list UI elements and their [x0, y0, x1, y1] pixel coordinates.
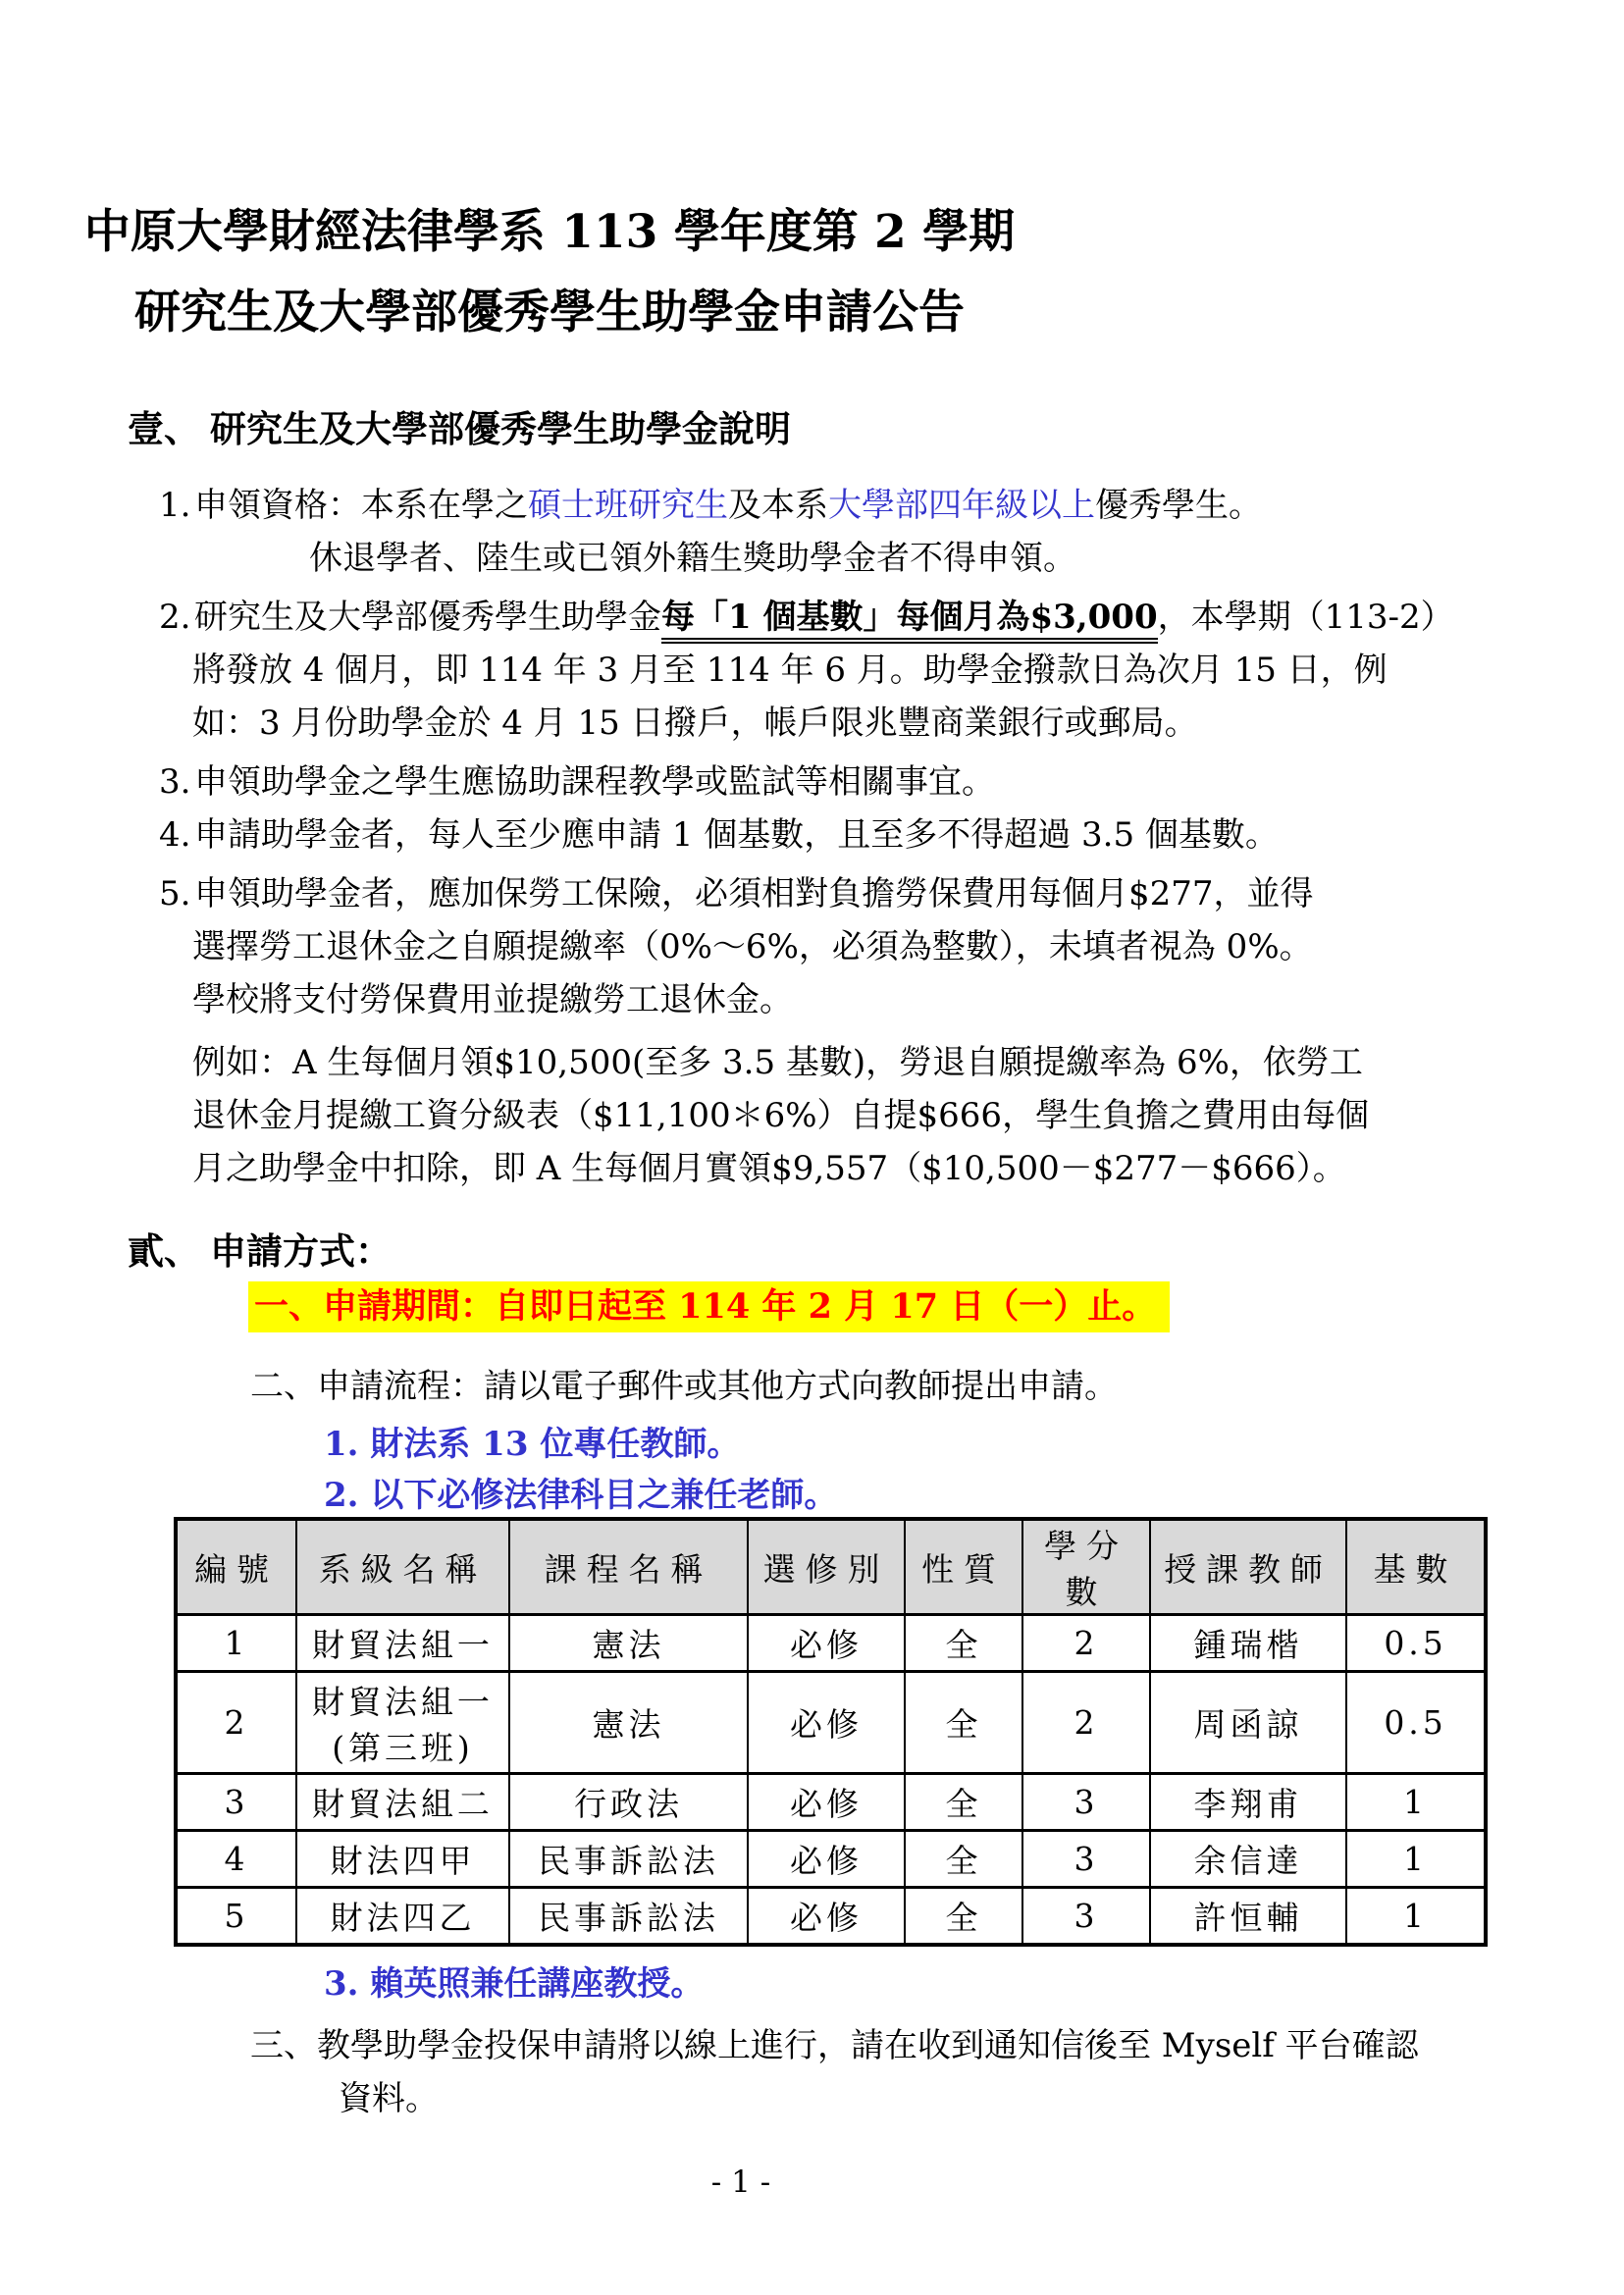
item-2-line-3: 如：3 月份助學金於 4 月 15 日撥戶，帳戶限兆豐商業銀行或郵局。 — [192, 704, 1198, 743]
table-row — [176, 1774, 1486, 1831]
cell-elective: 必修 — [748, 1672, 905, 1774]
cell-elective: 必修 — [748, 1774, 905, 1831]
item-5-line-3: 學校將支付勞保費用並提繳勞工退休金。 — [192, 980, 793, 1019]
section2-marker: 貳、 — [128, 1229, 200, 1273]
item-4-text: 申請助學金者，每人至少應申請 1 個基數，且至多不得超過 3.5 個基數。 — [194, 815, 1279, 855]
online-insurance-line-1: 三、教學助學金投保申請將以線上進行，請在收到通知信後至 Myself 平台確認 — [250, 2025, 1419, 2065]
table-row — [176, 1888, 1486, 1945]
item-5-line-1 — [159, 867, 1624, 920]
cell-credits: 3 — [1022, 1774, 1150, 1831]
example-line-2: 退休金月提繳工資分級表（$11,100＊6%）自提$666，學生負擔之費用由每個 — [192, 1096, 1370, 1135]
section1-marker: 壹、 — [128, 407, 200, 450]
cell-no: 3 — [176, 1774, 296, 1831]
cell-nature: 全 — [905, 1615, 1022, 1672]
teacher-item-1: 1. 財法系 13 位專任教師。 — [324, 1425, 741, 1464]
cell-course: 憲法 — [509, 1672, 748, 1774]
item-1-blue-master: 碩士班研究生 — [528, 486, 728, 525]
cell-base: 1 — [1346, 1774, 1486, 1831]
table-row — [176, 1672, 1486, 1774]
online-insurance-line-2: 資料。 — [339, 2078, 439, 2118]
page-title-line1: 中原大學財經法律學系 113 學年度第 2 學期 — [83, 205, 1016, 259]
item-2-line-1 — [159, 591, 1624, 644]
cell-no: 5 — [176, 1888, 296, 1945]
course-table — [174, 1517, 1488, 1947]
header-elective: 選修別 — [748, 1519, 905, 1615]
item-2-emphasis: 每「1 個基數」每個月為$3,000 — [661, 598, 1158, 644]
item-1-text-a: 申領資格：本系在學之 — [194, 486, 528, 525]
cell-no: 1 — [176, 1615, 296, 1672]
item-2-text-b: ，本學期（113-2） — [1157, 598, 1454, 637]
header-course: 課程名稱 — [509, 1519, 748, 1615]
item-1-line-2: 休退學者、陸生或已領外籍生獎助學金者不得申領。 — [309, 539, 1076, 578]
item-1-line-1 — [159, 479, 1624, 532]
item-5-line-2: 選擇勞工退休金之自願提繳率（0%～6%，必須為整數），未填者視為 0%。 — [192, 927, 1313, 966]
cell-base: 0.5 — [1346, 1615, 1486, 1672]
header-no: 編號 — [176, 1519, 296, 1615]
page-number: - 1 - — [710, 2165, 771, 2200]
page-title — [0, 0, 1099, 353]
cell-dept: 財貿法組二 — [296, 1774, 509, 1831]
cell-credits: 3 — [1022, 1831, 1150, 1888]
table-row — [176, 1615, 1486, 1672]
application-process-line: 二、申請流程：請以電子郵件或其他方式向教師提出申請。 — [250, 1367, 1118, 1406]
cell-course: 憲法 — [509, 1615, 748, 1672]
cell-elective: 必修 — [748, 1831, 905, 1888]
cell-dept: 財法四甲 — [296, 1831, 509, 1888]
example-line-3: 月之助學金中扣除，即 A 生每個月實領$9,557（$10,500－$277－$666）。 — [192, 1149, 1346, 1188]
cell-dept: 財法四乙 — [296, 1888, 509, 1945]
item-1-number: 1. — [159, 486, 191, 525]
item-5-text-1: 申領助學金者，應加保勞工保險，必須相對負擔勞保費用每個月$277，並得 — [194, 874, 1314, 913]
header-credits: 學分數 — [1022, 1519, 1150, 1615]
cell-base: 1 — [1346, 1888, 1486, 1945]
section2-heading — [128, 1228, 1624, 1274]
cell-course: 民事訴訟法 — [509, 1831, 748, 1888]
item-3-line — [159, 756, 1624, 808]
cell-teacher: 周函諒 — [1150, 1672, 1346, 1774]
course-table-header-row — [176, 1519, 1486, 1615]
item-1-blue-undergrad: 大學部四年級以上 — [828, 486, 1095, 525]
cell-nature: 全 — [905, 1888, 1022, 1945]
cell-nature: 全 — [905, 1672, 1022, 1774]
item-3-text: 申領助學金之學生應協助課程教學或監試等相關事宜。 — [194, 762, 995, 802]
cell-credits: 2 — [1022, 1615, 1150, 1672]
cell-teacher: 鍾瑞楷 — [1150, 1615, 1346, 1672]
application-period-highlight: 一、申請期間：自即日起至 114 年 2 月 17 日（一）止。 — [248, 1281, 1170, 1332]
cell-nature: 全 — [905, 1774, 1022, 1831]
section2-heading-text: 申請方式： — [210, 1229, 392, 1273]
cell-elective: 必修 — [748, 1615, 905, 1672]
cell-course: 行政法 — [509, 1774, 748, 1831]
cell-teacher: 余信達 — [1150, 1831, 1346, 1888]
teacher-item-3: 3. 賴英照兼任講座教授。 — [324, 1963, 705, 2004]
example-line-1: 例如：A 生每個月領$10,500(至多 3.5 基數)，勞退自願提繳率為 6%，依勞工 — [192, 1043, 1363, 1082]
cell-course: 民事訴訟法 — [509, 1888, 748, 1945]
item-4-line — [159, 808, 1624, 861]
table-row — [176, 1831, 1486, 1888]
item-2-line-2: 將發放 4 個月，即 114 年 3 月至 114 年 6 月。助學金撥款日為次月 15 日，例 — [192, 651, 1388, 690]
item-5-number: 5. — [159, 874, 191, 913]
cell-base: 0.5 — [1346, 1672, 1486, 1774]
cell-base: 1 — [1346, 1831, 1486, 1888]
cell-elective: 必修 — [748, 1888, 905, 1945]
section1-heading — [128, 406, 1624, 451]
cell-credits: 3 — [1022, 1888, 1150, 1945]
teacher-item-2: 2. 以下必修法律科目之兼任老師。 — [324, 1476, 838, 1515]
header-base: 基數 — [1346, 1519, 1486, 1615]
cell-teacher: 許恒輔 — [1150, 1888, 1346, 1945]
cell-nature: 全 — [905, 1831, 1022, 1888]
cell-dept-line1: 財貿法組一 — [312, 1682, 494, 1721]
page-title-line2: 研究生及大學部優秀學生助學金申請公告 — [134, 286, 965, 339]
item-4-number: 4. — [159, 815, 191, 855]
cell-dept: 財貿法組一 — [296, 1615, 509, 1672]
cell-dept — [296, 1672, 509, 1774]
section1-heading-text: 研究生及大學部優秀學生助學金說明 — [210, 407, 791, 450]
header-dept: 系級名稱 — [296, 1519, 509, 1615]
cell-no: 2 — [176, 1672, 296, 1774]
item-1-text-c: 優秀學生。 — [1095, 486, 1262, 525]
cell-credits: 2 — [1022, 1672, 1150, 1774]
header-teacher: 授課教師 — [1150, 1519, 1346, 1615]
item-2-number: 2. — [159, 598, 191, 637]
item-2-text-a: 研究生及大學部優秀學生助學金 — [194, 598, 661, 637]
cell-no: 4 — [176, 1831, 296, 1888]
cell-dept-line2: (第三班) — [332, 1728, 474, 1767]
item-1-text-b: 及本系 — [728, 486, 828, 525]
cell-teacher: 李翔甫 — [1150, 1774, 1346, 1831]
application-period-row — [248, 1281, 1624, 1332]
item-3-number: 3. — [159, 762, 191, 802]
header-nature: 性質 — [905, 1519, 1022, 1615]
